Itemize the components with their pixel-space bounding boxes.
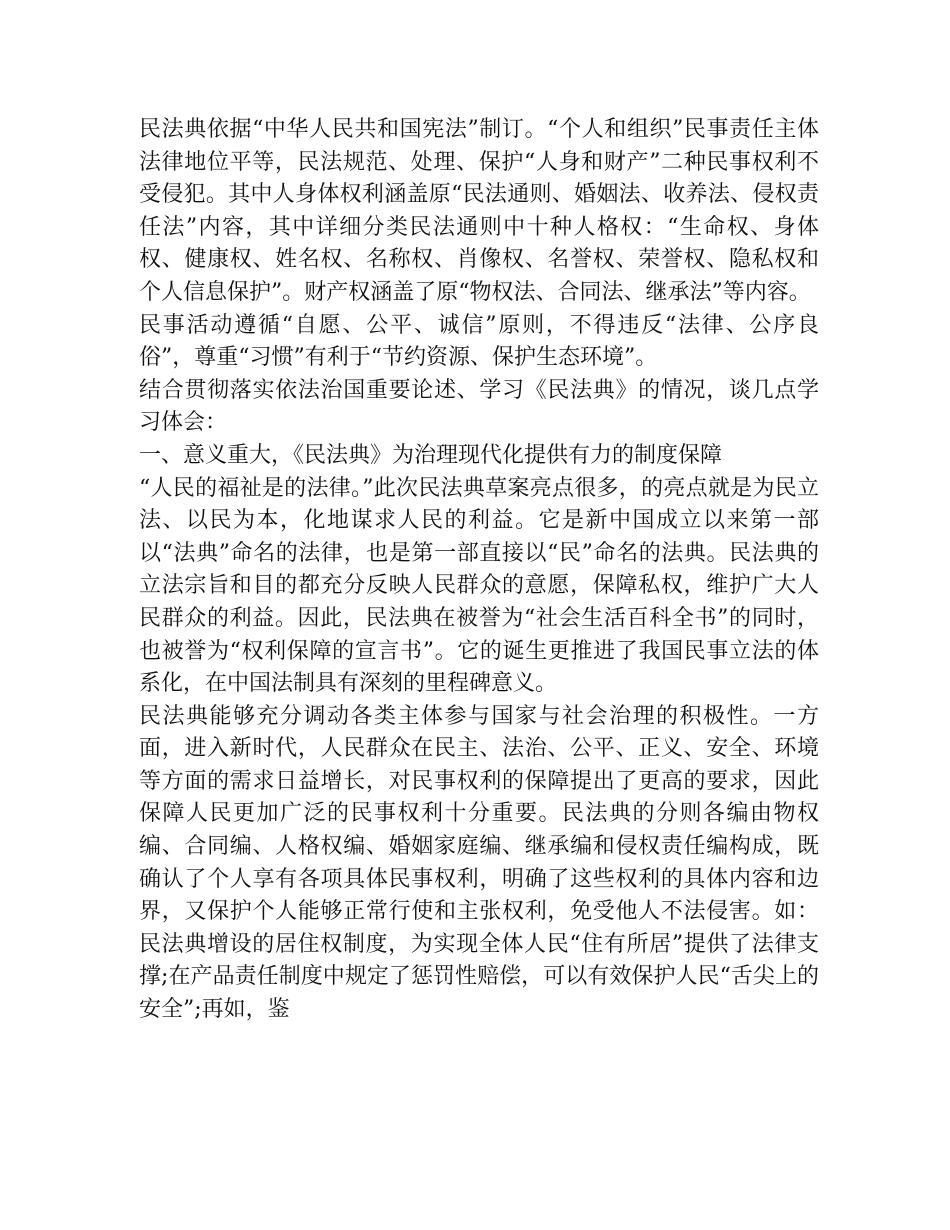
document-body xyxy=(139,114,819,1027)
paragraph-study-intro: 结合贯彻落实依法治国重要论述、学习《民法典》的情况，谈几点学习体会： xyxy=(139,377,819,436)
paragraph-people-welfare: “人民的福祉是的法律。”此次民法典草案亮点很多，的亮点就是为民立法、以民为本，化地谋求人民的利益。它是新中国成立以来第一部以“法典”命名的法律，也是第一部直接以“民”命名的法典。民法典的立法宗旨和目的都充分反映人民群众的意愿，保障私权，维护广大人民群众的利益。因此，民法典在被誉为“社会生活百科全书”的同时，也被誉为“权利保障的宣言书”。它的诞生更推进了我国民事立法的体系化，在中国法制具有深刻的里程碑意义。 xyxy=(139,475,819,697)
paragraph-civil-principles: 民事活动遵循“自愿、公平、诚信”原则，不得违反“法律、公序良俗”，尊重“习惯”有利于“节约资源、保护生态环境”。 xyxy=(139,312,819,371)
paragraph-civil-code-basis: 民法典依据“中华人民共和国宪法”制订。“个人和组织”民事责任主体法律地位平等，民法规范、处理、保护“人身和财产”二种民事权利不受侵犯。其中人身体权利涵盖原“民法通则、婚姻法、收养法、侵权责任法”内容，其中详细分类民法通则中十种人格权：“生命权、身体权、健康权、姓名权、名称权、肖像权、名誉权、荣誉权、隐私权和个人信息保护”。财产权涵盖了原“物权法、合同法、继承法”等内容。 xyxy=(139,117,819,305)
paragraph-governance: 民法典能够充分调动各类主体参与国家与社会治理的积极性。一方面，进入新时代，人民群众在民主、法治、公平、正义、安全、环境等方面的需求日益增长，对民事权利的保障提出了更高的要求，因此保障人民更加广泛的民事权利十分重要。民法典的分则各编由物权编、合同编、人格权编、婚姻家庭编、继承编和侵权责任编构成，既确认了个人享有各项具体民事权利，明确了这些权利的具体内容和边界，又保护个人能够正常行使和主张权利，免受他人不法侵害。如：民法典增设的居住权制度，为实现全体人民“住有所居”提供了法律支撑;在产品责任制度中规定了惩罚性赔偿，可以有效保护人民“舌尖上的安全”;再如，鉴 xyxy=(139,703,819,1023)
section-heading-significance: 一、意义重大，《民法典》为治理现代化提供有力的制度保障 xyxy=(139,442,723,468)
